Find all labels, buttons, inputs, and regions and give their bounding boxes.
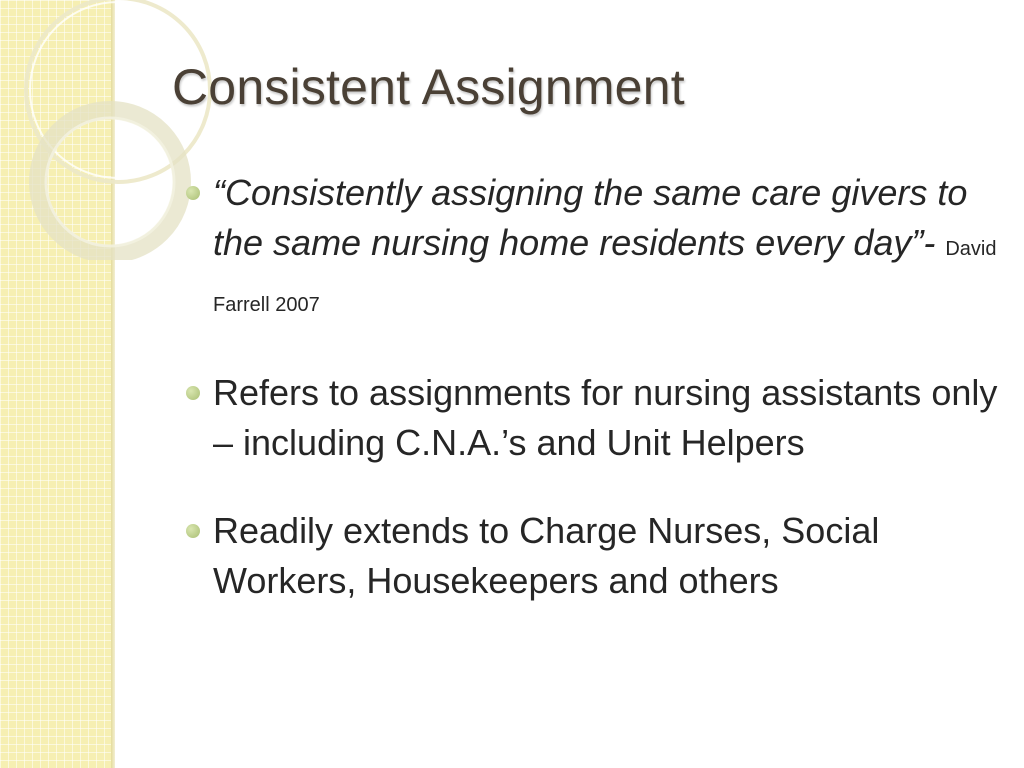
bullet-item-quote: [213, 168, 1003, 330]
bullet-dot-icon: [186, 386, 200, 400]
bullet-item-extends: [213, 506, 1003, 606]
side-band-edge: [111, 0, 115, 768]
bullet-dot-icon: [186, 186, 200, 200]
bullet-list: [213, 168, 1003, 644]
bullet-text: Readily extends to Charge Nurses, Social Workers, Housekeepers and others: [213, 510, 880, 601]
quote-text: “Consistently assigning the same care givers to the same nursing home residents every day”-: [213, 172, 968, 263]
quote-citation: David Farrell 2007: [213, 238, 997, 316]
bullet-item-assignments: [213, 368, 1003, 468]
slide-title: Consistent Assignment: [172, 59, 685, 115]
bullet-dot-icon: [186, 524, 200, 538]
side-band: [0, 0, 113, 768]
bullet-text: Refers to assignments for nursing assistants only – including C.N.A.’s and Unit Helpers: [213, 372, 998, 463]
